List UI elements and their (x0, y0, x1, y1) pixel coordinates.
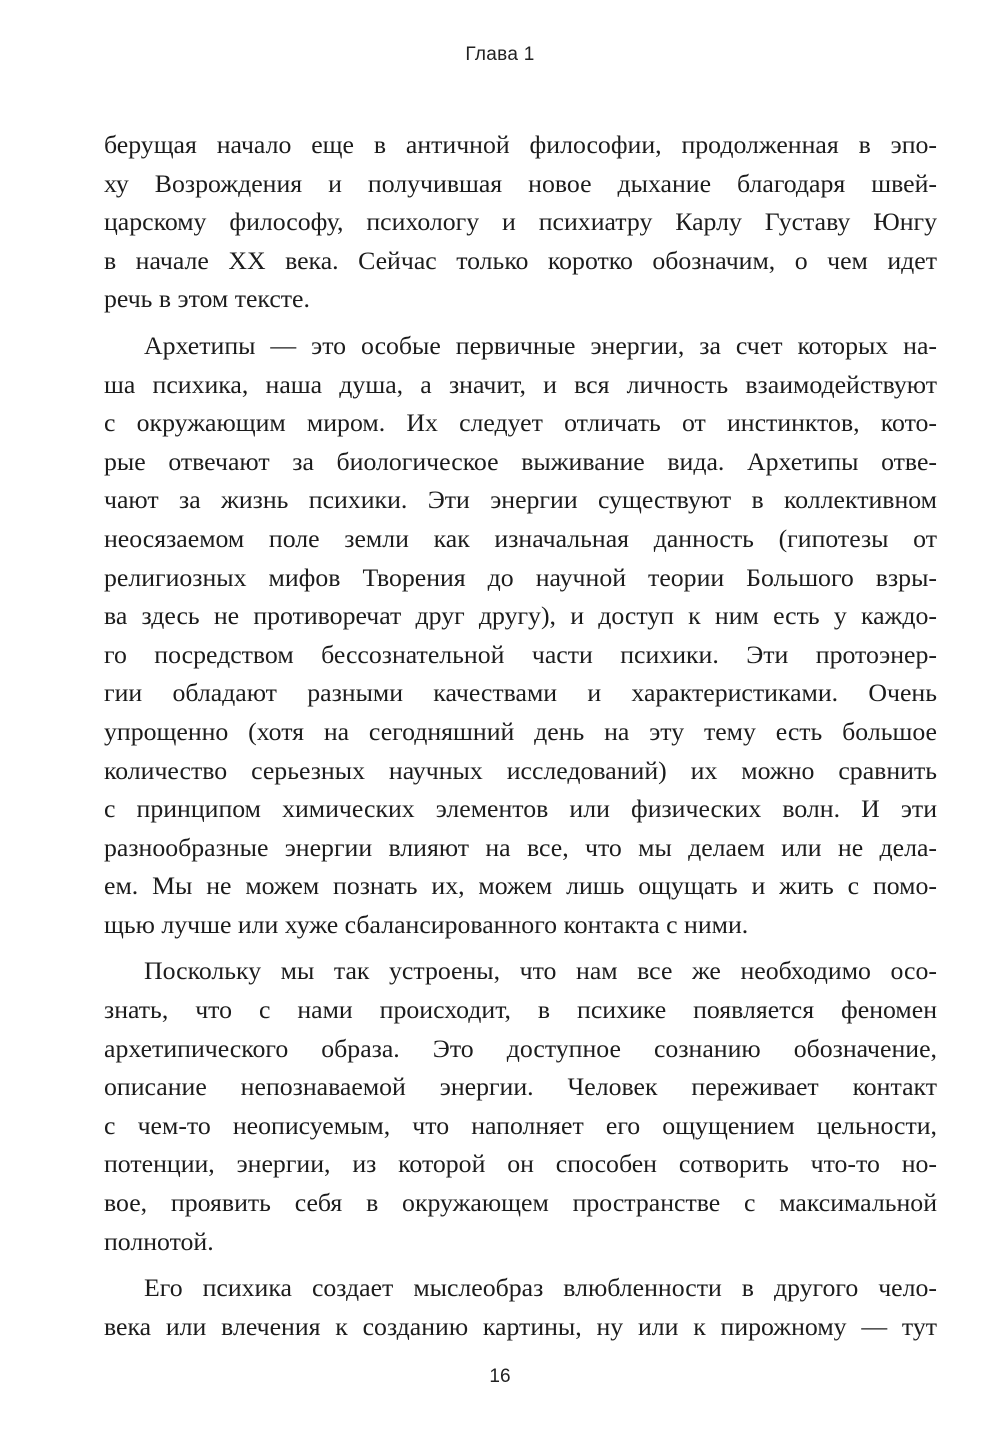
page-number: 16 (489, 1366, 511, 1387)
running-header: Глава 1 (465, 44, 535, 65)
text-line: ва здесь не противоречат друг другу), и доступ к ним есть у каждо- (104, 601, 937, 631)
text-line: щью лучше или хуже сбалансированного контакта с ними. (104, 909, 749, 939)
text-line: рые отвечают за биологическое выживание вида. Архетипы отве- (104, 446, 937, 476)
paragraph-4 (104, 1269, 937, 1346)
text-line: с окружающим миром. Их следует отличать от инстинктов, кото- (104, 408, 937, 438)
paragraph-3 (104, 952, 937, 1261)
text-line: разнообразные энергии влияют на все, что мы делаем или не дела- (104, 832, 937, 862)
text-line: вое, проявить себя в окружающем пространстве с максимальной (104, 1188, 937, 1218)
text-line: количество серьезных научных исследований) их можно сравнить (104, 755, 937, 785)
text-line: чают за жизнь психики. Эти энергии существуют в коллективном (104, 485, 937, 515)
text-line: с принципом химических элементов или физических волн. И эти (104, 794, 937, 824)
text-line: упрощенно (хотя на сегодняшний день на эту тему есть большое (104, 716, 937, 746)
text-line: го посредством бессознательной части психики. Эти протоэнер- (104, 639, 937, 669)
text-line: потенции, энергии, из которой он способен сотворить что-то но- (104, 1149, 937, 1179)
paragraph-gap (104, 1261, 937, 1269)
text-line: ша психика, наша душа, а значит, и вся личность взаимодействуют (104, 369, 937, 399)
text-line: Архетипы — это особые первичные энергии, за счет которых на- (144, 330, 937, 360)
text-line: ху Возрождения и получившая новое дыхание благодаря швей- (104, 168, 937, 198)
paragraph-gap (104, 319, 937, 327)
body-text (104, 126, 937, 1346)
text-line: ем. Мы не можем познать их, можем лишь ощущать и жить с помо- (104, 871, 937, 901)
text-line: неосязаемом поле земли как изначальная данность (гипотезы от (104, 523, 937, 553)
text-line: века или влечения к созданию картины, ну или к пирожному — тут (104, 1311, 937, 1341)
text-line: Поскольку мы так устроены, что нам все же необходимо осо- (144, 956, 937, 986)
text-line: знать, что с нами происходит, в психике появляется феномен (104, 995, 937, 1025)
text-line: гии обладают разными качествами и характеристиками. Очень (104, 678, 937, 708)
paragraph-1 (104, 126, 937, 319)
text-line: царскому философу, психологу и психиатру Карлу Густаву Юнгу (104, 207, 937, 237)
paragraph-gap (104, 944, 937, 952)
text-line: религиозных мифов Творения до научной теории Большого взры- (104, 562, 937, 592)
text-line: в начале XX века. Сейчас только коротко обозначим, о чем идет (104, 245, 937, 275)
text-line: описание непознаваемой энергии. Человек переживает контакт (104, 1072, 937, 1102)
text-line: Его психика создает мыслеобраз влюбленности в другого чело- (144, 1273, 937, 1303)
text-line: берущая начало еще в античной философии, продолженная в эпо- (104, 130, 937, 159)
paragraph-2 (104, 327, 937, 945)
text-line: архетипического образа. Это доступное сознанию обозначение, (104, 1033, 937, 1063)
text-line: полнотой. (104, 1226, 214, 1256)
text-line: речь в этом тексте. (104, 284, 310, 314)
text-line: с чем-то неописуемым, что наполняет его ощущением цельности, (104, 1110, 937, 1140)
